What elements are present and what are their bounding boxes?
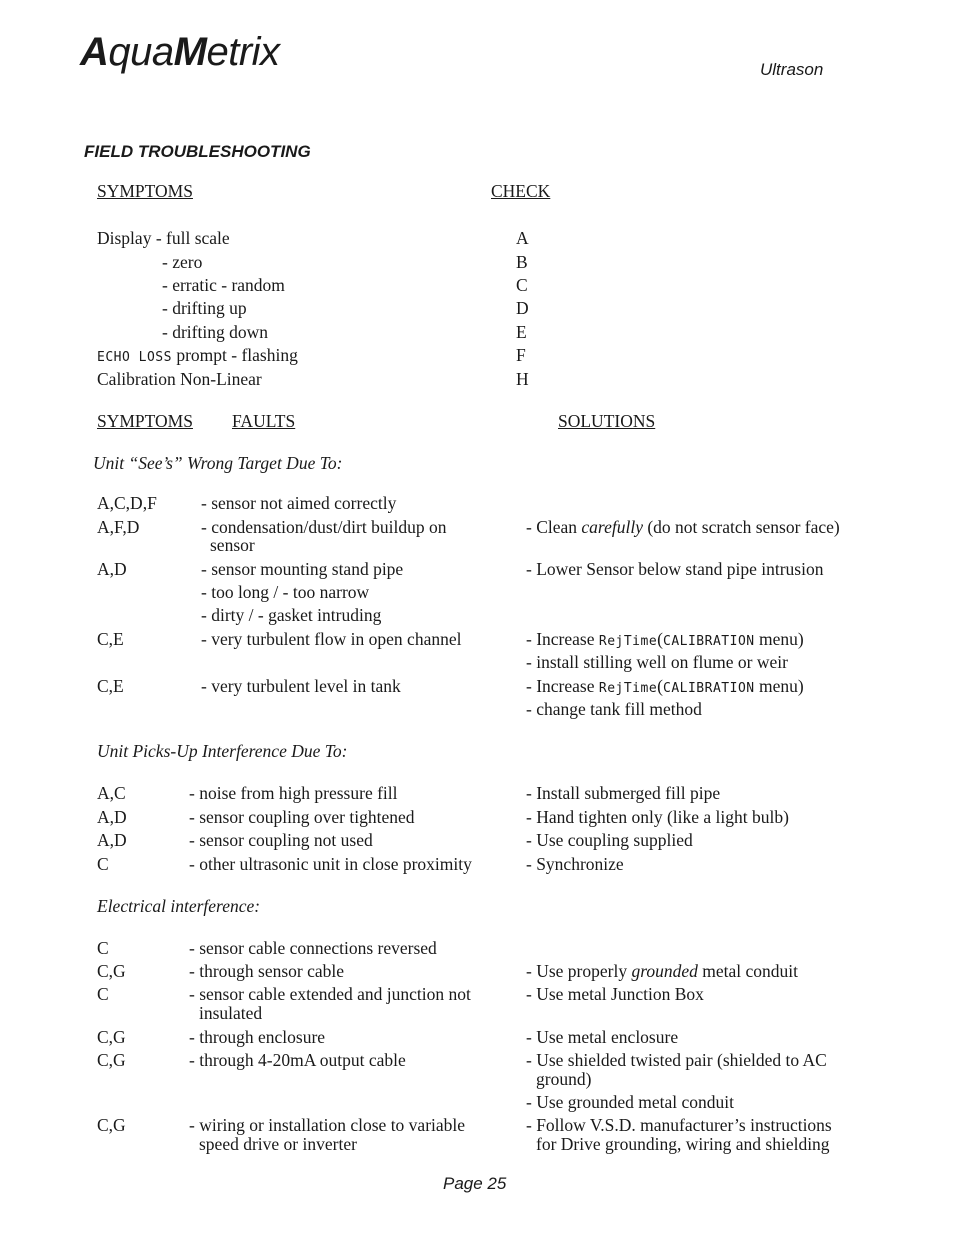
symptom-label: Calibration Non-Linear [97,369,262,389]
solution-text: - Install submerged fill pipe [526,783,721,803]
fault-text: - very turbulent flow in open channel [201,629,462,649]
solution-text: - install stilling well on flume or weir [526,652,788,672]
rejtime-code: RejTime [598,634,658,649]
solution-text: - Hand tighten only (like a light bulb) [526,807,789,827]
check-code: E [516,322,527,342]
solution-part: ( [657,676,663,696]
solution-text: - Follow V.S.D. manufacturer’s instructions [526,1115,832,1135]
check-code: B [516,252,528,272]
faults-header-solutions: SOLUTIONS [558,411,656,431]
fault-text: - through sensor cable [189,961,345,981]
fault-text: - through 4-20mA output cable [189,1050,406,1070]
fault-text-cont: sensor [210,535,255,555]
faults-header-faults: FAULTS [232,411,296,431]
check-table-header-check: CHECK [491,181,551,201]
group-title: Electrical interference: [97,896,261,916]
symptom-codes: A,D [97,807,127,827]
fault-text: - sensor not aimed correctly [201,493,397,513]
symptom-label: - erratic - random [162,275,285,295]
check-code: D [516,298,529,318]
solution-part: - Use properly [526,961,632,981]
solution-text [526,677,804,698]
symptom-codes: C [97,984,109,1004]
symptom-label-text: prompt - flashing [171,345,298,365]
fault-text: - sensor coupling not used [189,830,373,850]
faults-header-symptoms: SYMPTOMS [97,411,193,431]
solution-text: - Use shielded twisted pair (shielded to AC [526,1050,827,1070]
solution-text [526,518,840,537]
fault-text: - other ultrasonic unit in close proximity [189,854,472,874]
solution-emphasis: carefully [581,517,643,537]
solution-part: menu) [754,676,804,696]
fault-text-cont: insulated [199,1003,263,1023]
symptom-codes: A,C [97,783,126,803]
fault-text: - sensor cable extended and junction not [189,984,471,1004]
symptom-codes: C,G [97,1115,126,1135]
fault-text-cont: speed drive or inverter [199,1134,357,1154]
symptom-codes: C [97,854,109,874]
symptom-label: - drifting down [162,322,268,342]
check-table-header-symptoms: SYMPTOMS [97,181,193,201]
fault-text: - dirty / - gasket intruding [201,605,382,625]
solution-text: - Synchronize [526,854,624,874]
symptom-label: Display - full scale [97,228,230,248]
echo-loss-code: ECHO LOSS [97,350,172,365]
solution-part: (do not scratch sensor face) [642,517,840,537]
symptom-codes: A,C,D,F [97,493,157,513]
solution-part: - Clean [526,517,582,537]
solution-text [526,630,804,651]
logo-etrix: etrix [206,30,280,74]
solution-text: - change tank fill method [526,699,702,719]
solution-text: - Use grounded metal conduit [526,1092,735,1112]
rejtime-code: RejTime [598,681,658,696]
solution-emphasis: grounded [631,961,698,981]
check-code: H [516,369,529,389]
solution-part: menu) [754,629,804,649]
symptom-codes: C,E [97,629,124,649]
check-code: A [516,228,529,248]
symptom-codes: C,G [97,961,126,981]
symptom-label [97,346,298,367]
logo-qua: qua [108,30,174,74]
solution-part: - Increase [526,676,599,696]
calibration-code: CALIBRATION [663,681,755,696]
solution-text: - Lower Sensor below stand pipe intrusion [526,559,824,579]
fault-text: - through enclosure [189,1027,326,1047]
logo-a: A [80,30,109,74]
fault-text: - too long / - too narrow [201,582,370,602]
solution-part: - Increase [526,629,599,649]
solution-text: - Use coupling supplied [526,830,693,850]
section-title: FIELD TROUBLESHOOTING [84,142,311,161]
symptom-label: - zero [162,252,203,272]
solution-text: - Use metal Junction Box [526,984,704,1004]
group-title: Unit Picks-Up Interference Due To: [97,741,348,761]
symptom-codes: C [97,938,109,958]
solution-text [526,962,798,981]
fault-text: - sensor coupling over tightened [189,807,415,827]
solution-part: ( [657,629,663,649]
fault-text: - sensor cable connections reversed [189,938,437,958]
fault-text: - noise from high pressure fill [189,783,398,803]
product-name: Ultrason [760,60,824,79]
group-title: Unit “See’s” Wrong Target Due To: [93,453,343,473]
symptom-codes: A,D [97,559,127,579]
calibration-code: CALIBRATION [663,634,755,649]
symptom-codes: C,G [97,1027,126,1047]
solution-text: - Use metal enclosure [526,1027,679,1047]
brand-logo [80,30,280,75]
solution-text-cont: for Drive grounding, wiring and shielding [536,1134,830,1154]
solution-part: metal conduit [697,961,799,981]
symptom-codes: A,D [97,830,127,850]
symptom-codes: A,F,D [97,517,140,537]
symptom-codes: C,E [97,676,124,696]
logo-m: M [173,30,207,74]
page-number: Page 25 [443,1174,507,1193]
fault-text: - sensor mounting stand pipe [201,559,404,579]
fault-text: - condensation/dust/dirt buildup on [201,517,447,537]
symptom-codes: C,G [97,1050,126,1070]
check-code: C [516,275,528,295]
fault-text: - very turbulent level in tank [201,676,401,696]
symptom-label: - drifting up [162,298,247,318]
check-code: F [516,345,526,365]
solution-text-cont: ground) [536,1069,592,1089]
fault-text: - wiring or installation close to variable [189,1115,466,1135]
